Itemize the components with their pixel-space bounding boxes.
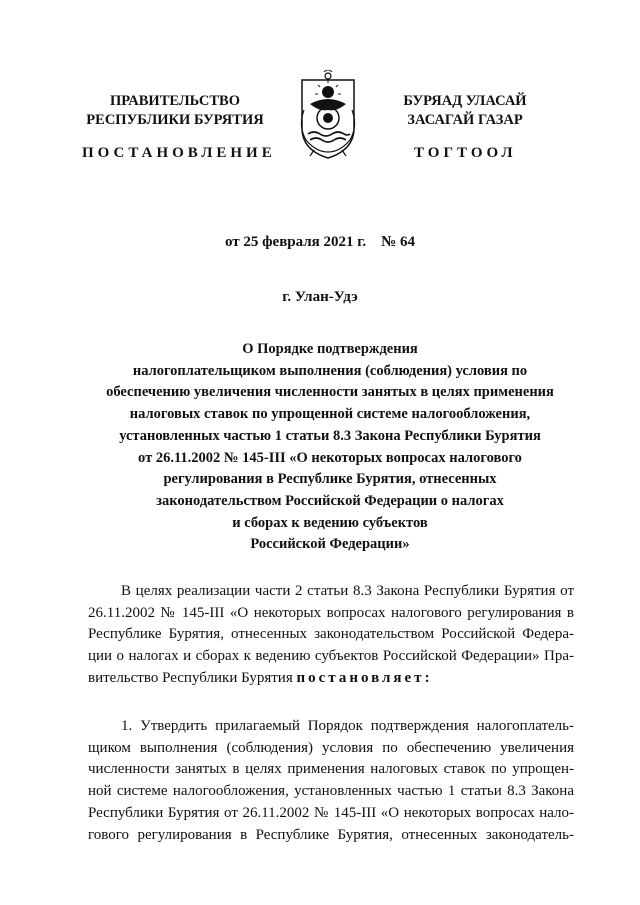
paragraph-line: 1. Утвердить прилагаемый Порядок подтверждения налогоплатель- xyxy=(121,718,574,734)
paragraph-line: гового регулирования в Республике Бурятия, отнесенных законодатель- xyxy=(88,826,574,843)
paragraph-line: численности занятых в целях применения налоговых ставок по упрощен- xyxy=(88,761,574,778)
heading-line: Российской Федерации» xyxy=(250,536,410,553)
decree-city: г. Улан-Удэ xyxy=(282,289,358,305)
document-type-title-ru: ПОСТАНОВЛЕНИЕ xyxy=(82,145,276,161)
paragraph-line: 26.11.2002 № 145-III «О некоторых вопросах налогового регулирования в xyxy=(88,604,574,621)
heading-line: налоговых ставок по упрощенной системе налогообложения, xyxy=(129,406,531,423)
heading-line: установленных частью 1 статьи 8.3 Закона Республики Бурятия xyxy=(119,427,541,444)
paragraph-line: Республике Бурятия, отнесенных законодательством Российской Федера- xyxy=(88,626,574,643)
paragraph-line-last xyxy=(88,668,574,690)
heading-line: регулирования в Республике Бурятия, отнесенных xyxy=(163,471,497,488)
item-1-paragraph xyxy=(88,716,574,846)
header-right-block xyxy=(380,92,550,130)
decree-heading xyxy=(70,339,590,556)
heading-line: законодательством Российской Федерации о налогах xyxy=(156,492,504,509)
header-right-line-1: БУРЯАД УЛАСАЙ xyxy=(403,93,527,109)
header-left-block xyxy=(80,92,270,130)
preamble-last-text: вительство Республики Бурятия xyxy=(88,669,297,686)
paragraph-line: ции о налогах и сборах к ведению субъектов Российской Федерации» Пра- xyxy=(88,648,574,665)
decree-word: постановляет xyxy=(296,669,425,686)
preamble-paragraph xyxy=(88,581,574,690)
paragraph-line: щиком выполнения (соблюдения) условия по обеспечению увеличения xyxy=(88,739,574,756)
heading-line: и сборах к ведению субъектов xyxy=(232,514,428,531)
republic-of-buryatia-coat-of-arms-icon xyxy=(296,70,360,160)
document-type-title-bua: ТОГТООЛ xyxy=(414,145,517,161)
paragraph-line: ной системе налогообложения, установленных частью 1 статьи 8.3 Закона xyxy=(88,783,574,800)
heading-line: налогоплательщиком выполнения (соблюдения) условия по xyxy=(132,362,528,379)
header-right-line-2: ЗАСАГАЙ ГАЗАР xyxy=(407,112,523,128)
heading-line: О Порядке подтверждения xyxy=(242,341,418,357)
header-left-line-1: ПРАВИТЕЛЬСТВО xyxy=(110,93,240,109)
header-left-line-2: РЕСПУБЛИКИ БУРЯТИЯ xyxy=(86,112,264,128)
decree-date-number: от 25 февраля 2021 г. № 64 xyxy=(224,234,415,250)
heading-line: обеспечению увеличения численности занятых в целях применения xyxy=(106,384,554,401)
paragraph-line: Республики Бурятия от 26.11.2002 № 145-III «О некоторых вопросах нало- xyxy=(88,804,574,821)
decree-suffix: : xyxy=(424,669,430,686)
heading-line: от 26.11.2002 № 145-III «О некоторых вопросах налогового xyxy=(138,449,522,466)
paragraph-line: В целях реализации части 2 статьи 8.3 Закона Республики Бурятия от xyxy=(121,583,574,599)
